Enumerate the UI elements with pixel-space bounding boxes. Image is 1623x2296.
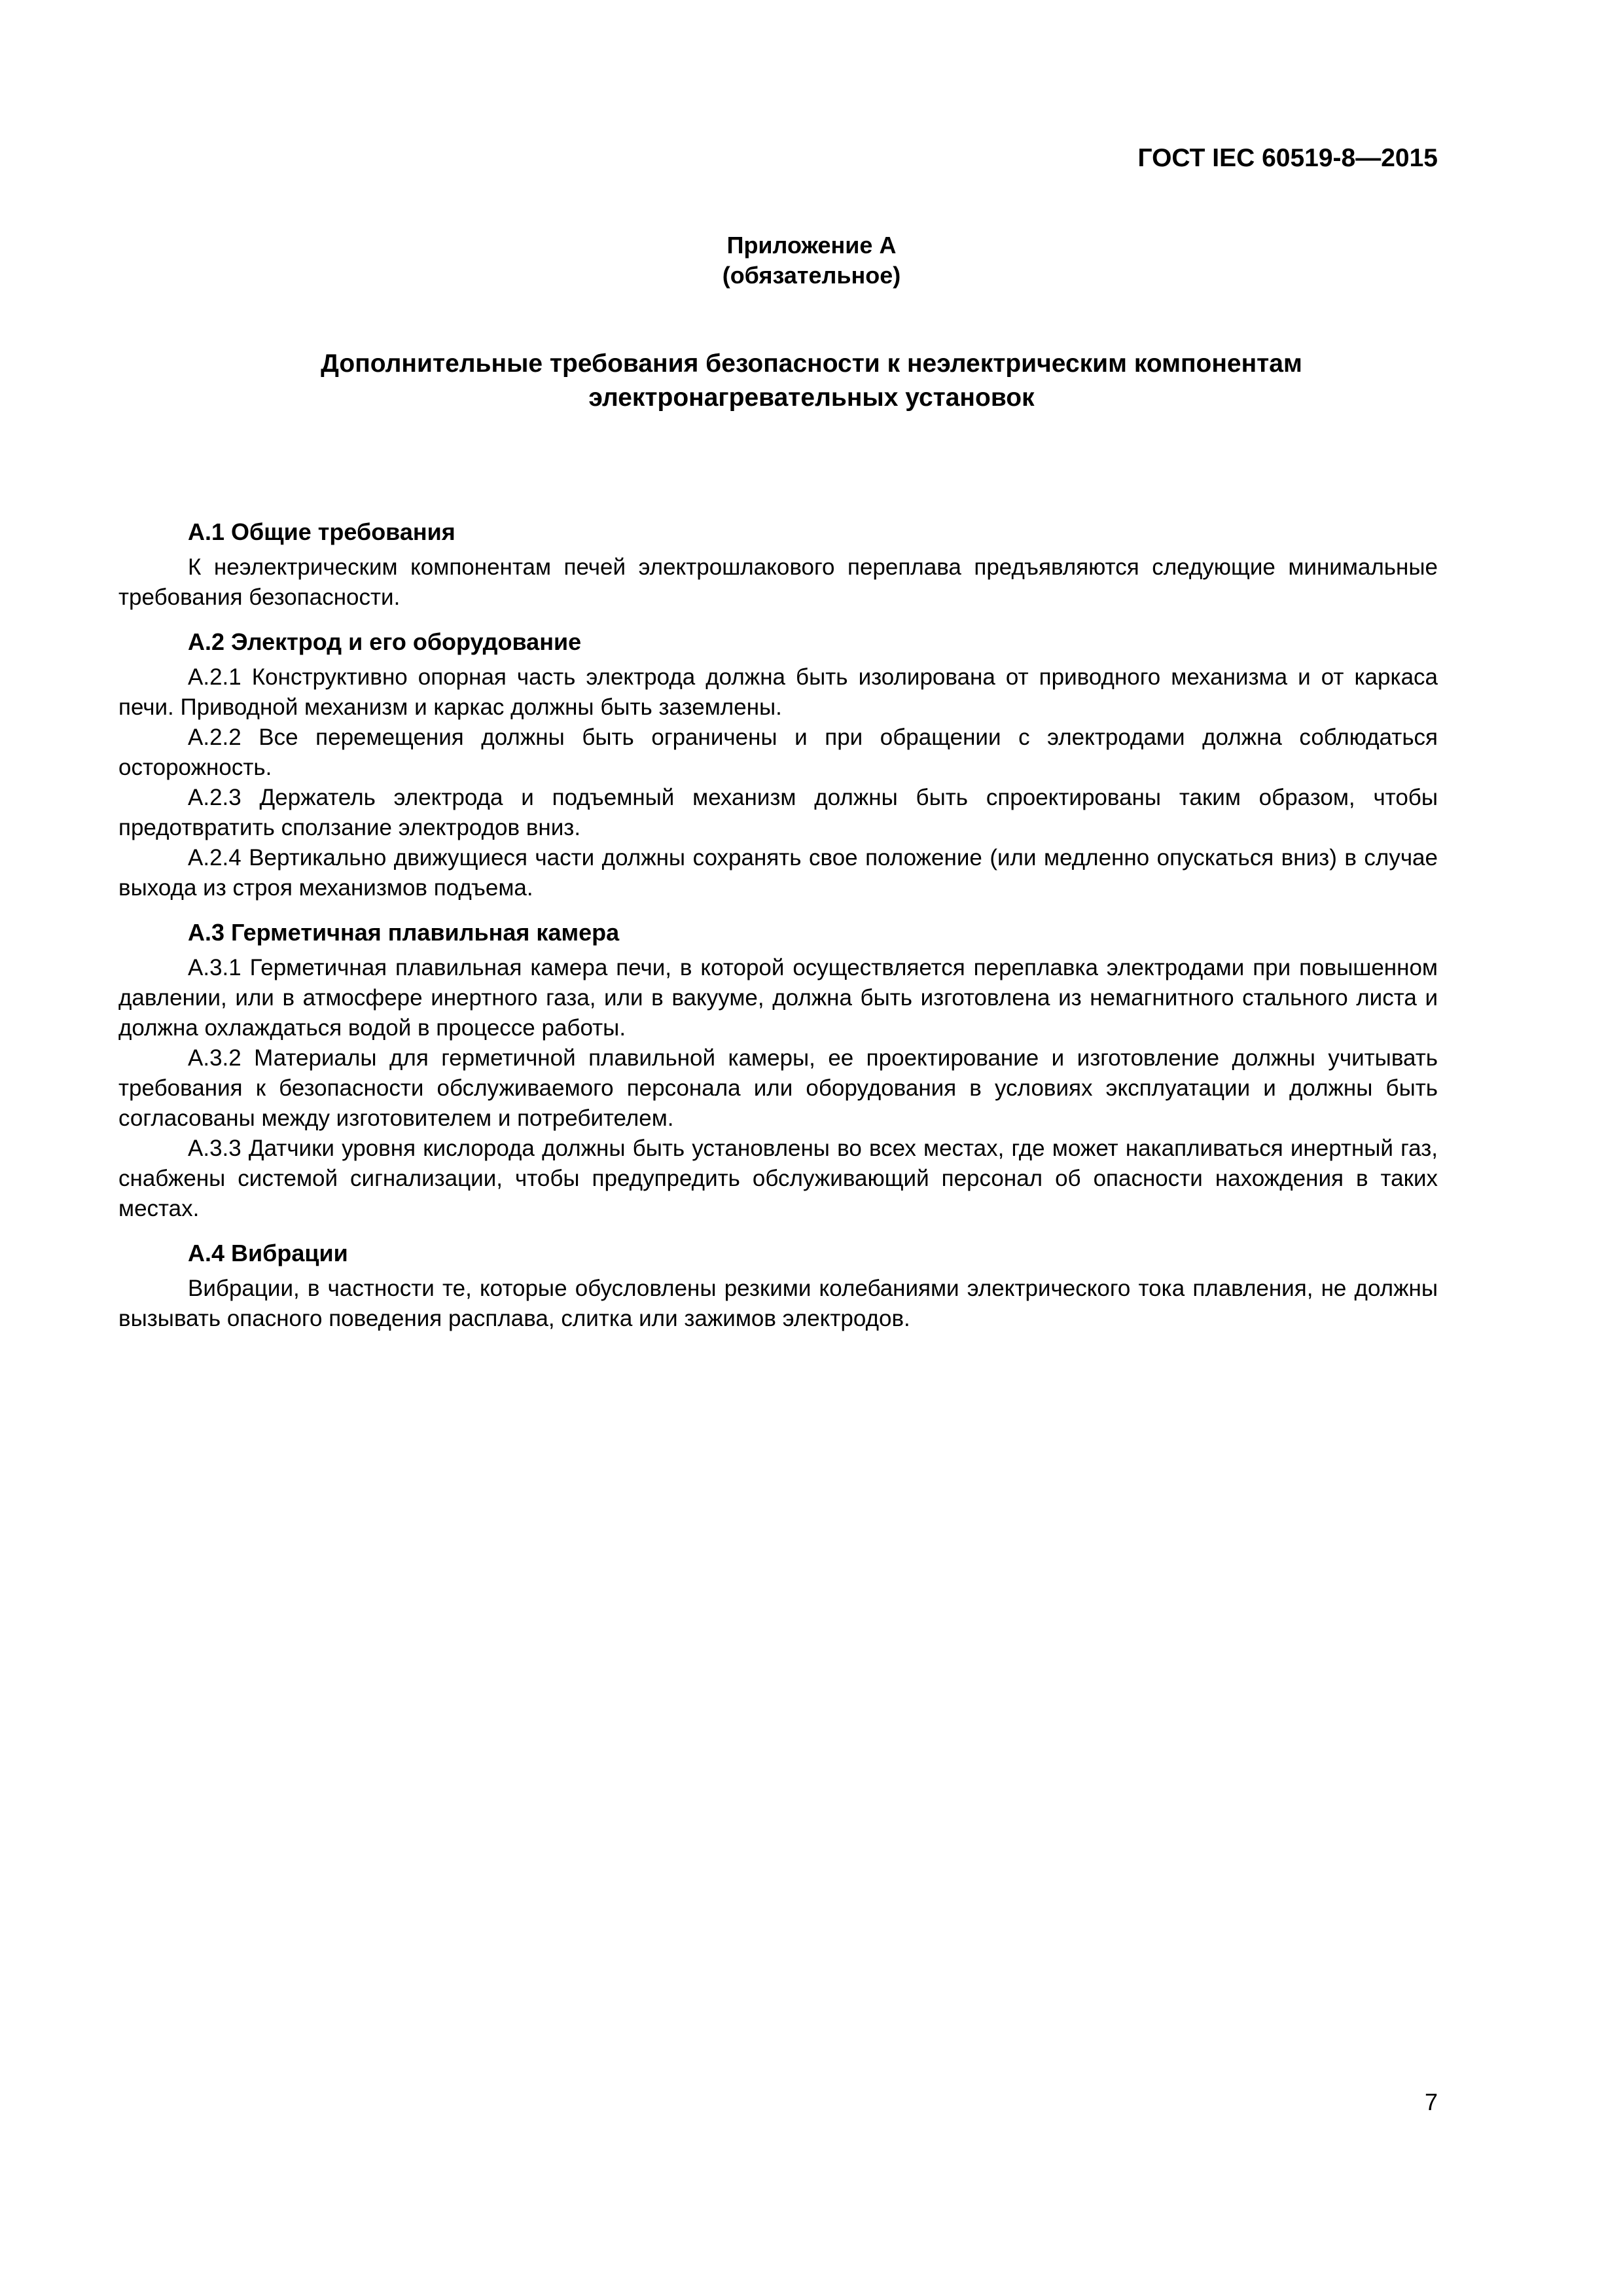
page-number: 7 [1424,2089,1438,2115]
section-heading-a4: А.4 Вибрации [188,1240,348,1266]
paragraph-a3-3: А.3.3 Датчики уровня кислорода должны быть установлены во всех местах, где может накапливаться инертный газ, снабжены системой сигнализации, чтобы предупредить обслуживающий персонал об опасности нахождения в таких местах. [118,1136,1438,1221]
paragraph-a2-4: А.2.4 Вертикально движущиеся части должны сохранять свое положение (или медленно опускаться вниз) в случае выхода из строя механизмов подъема. [118,845,1438,901]
page-title-line-1: Дополнительные требования безопасности к неэлектрическим компонентам [321,350,1302,378]
paragraph-a2-2: А.2.2 Все перемещения должны быть ограничены и при обращении с электродами должна соблюдаться осторожность. [118,725,1438,780]
annex-status: (обязательное) [722,262,901,289]
annex-heading [0,230,1623,291]
paragraph-a3-1: А.3.1 Герметичная плавильная камера печи, в которой осуществляется переплавка электродами при повышенном давлении, или в атмосфере инертного газа, или в вакууме, должна быть изготовлена из немагнитного стального листа и должна охлаждаться водой в процессе работы. [118,955,1438,1041]
document-body [118,517,1438,1334]
section-heading-a3: А.3 Герметичная плавильная камера [188,919,620,946]
page-title [0,347,1623,415]
section-heading-a1: А.1 Общие требования [188,518,455,545]
annex-label: Приложение А [726,232,897,259]
paragraph-a1: К неэлектрическим компонентам печей электрошлакового переплава предъявляются следующие минимальные требования безопасности. [118,554,1438,610]
page-title-line-2: электронагревательных установок [588,384,1035,412]
paragraph-a2-1: А.2.1 Конструктивно опорная часть электрода должна быть изолирована от приводного механизма и от каркаса печи. Приводной механизм и каркас должны быть заземлены. [118,664,1438,720]
paragraph-a2-3: А.2.3 Держатель электрода и подъемный механизм должны быть спроектированы таким образом, чтобы предотвратить сползание электродов вниз. [118,785,1438,840]
section-heading-a2: А.2 Электрод и его оборудование [188,628,582,655]
paragraph-a3-2: А.3.2 Материалы для герметичной плавильной камеры, ее проектирование и изготовление должны учитывать требования к безопасности обслуживаемого персонала или оборудования в условиях эксплуатации и должны быть согласованы между изготовителем и потребителем. [118,1045,1438,1131]
paragraph-a4: Вибрации, в частности те, которые обусловлены резкими колебаниями электрического тока плавления, не должны вызывать опасного поведения расплава, слитка или зажимов электродов. [118,1276,1438,1331]
document-code: ГОСТ IEC 60519-8—2015 [1137,144,1438,172]
